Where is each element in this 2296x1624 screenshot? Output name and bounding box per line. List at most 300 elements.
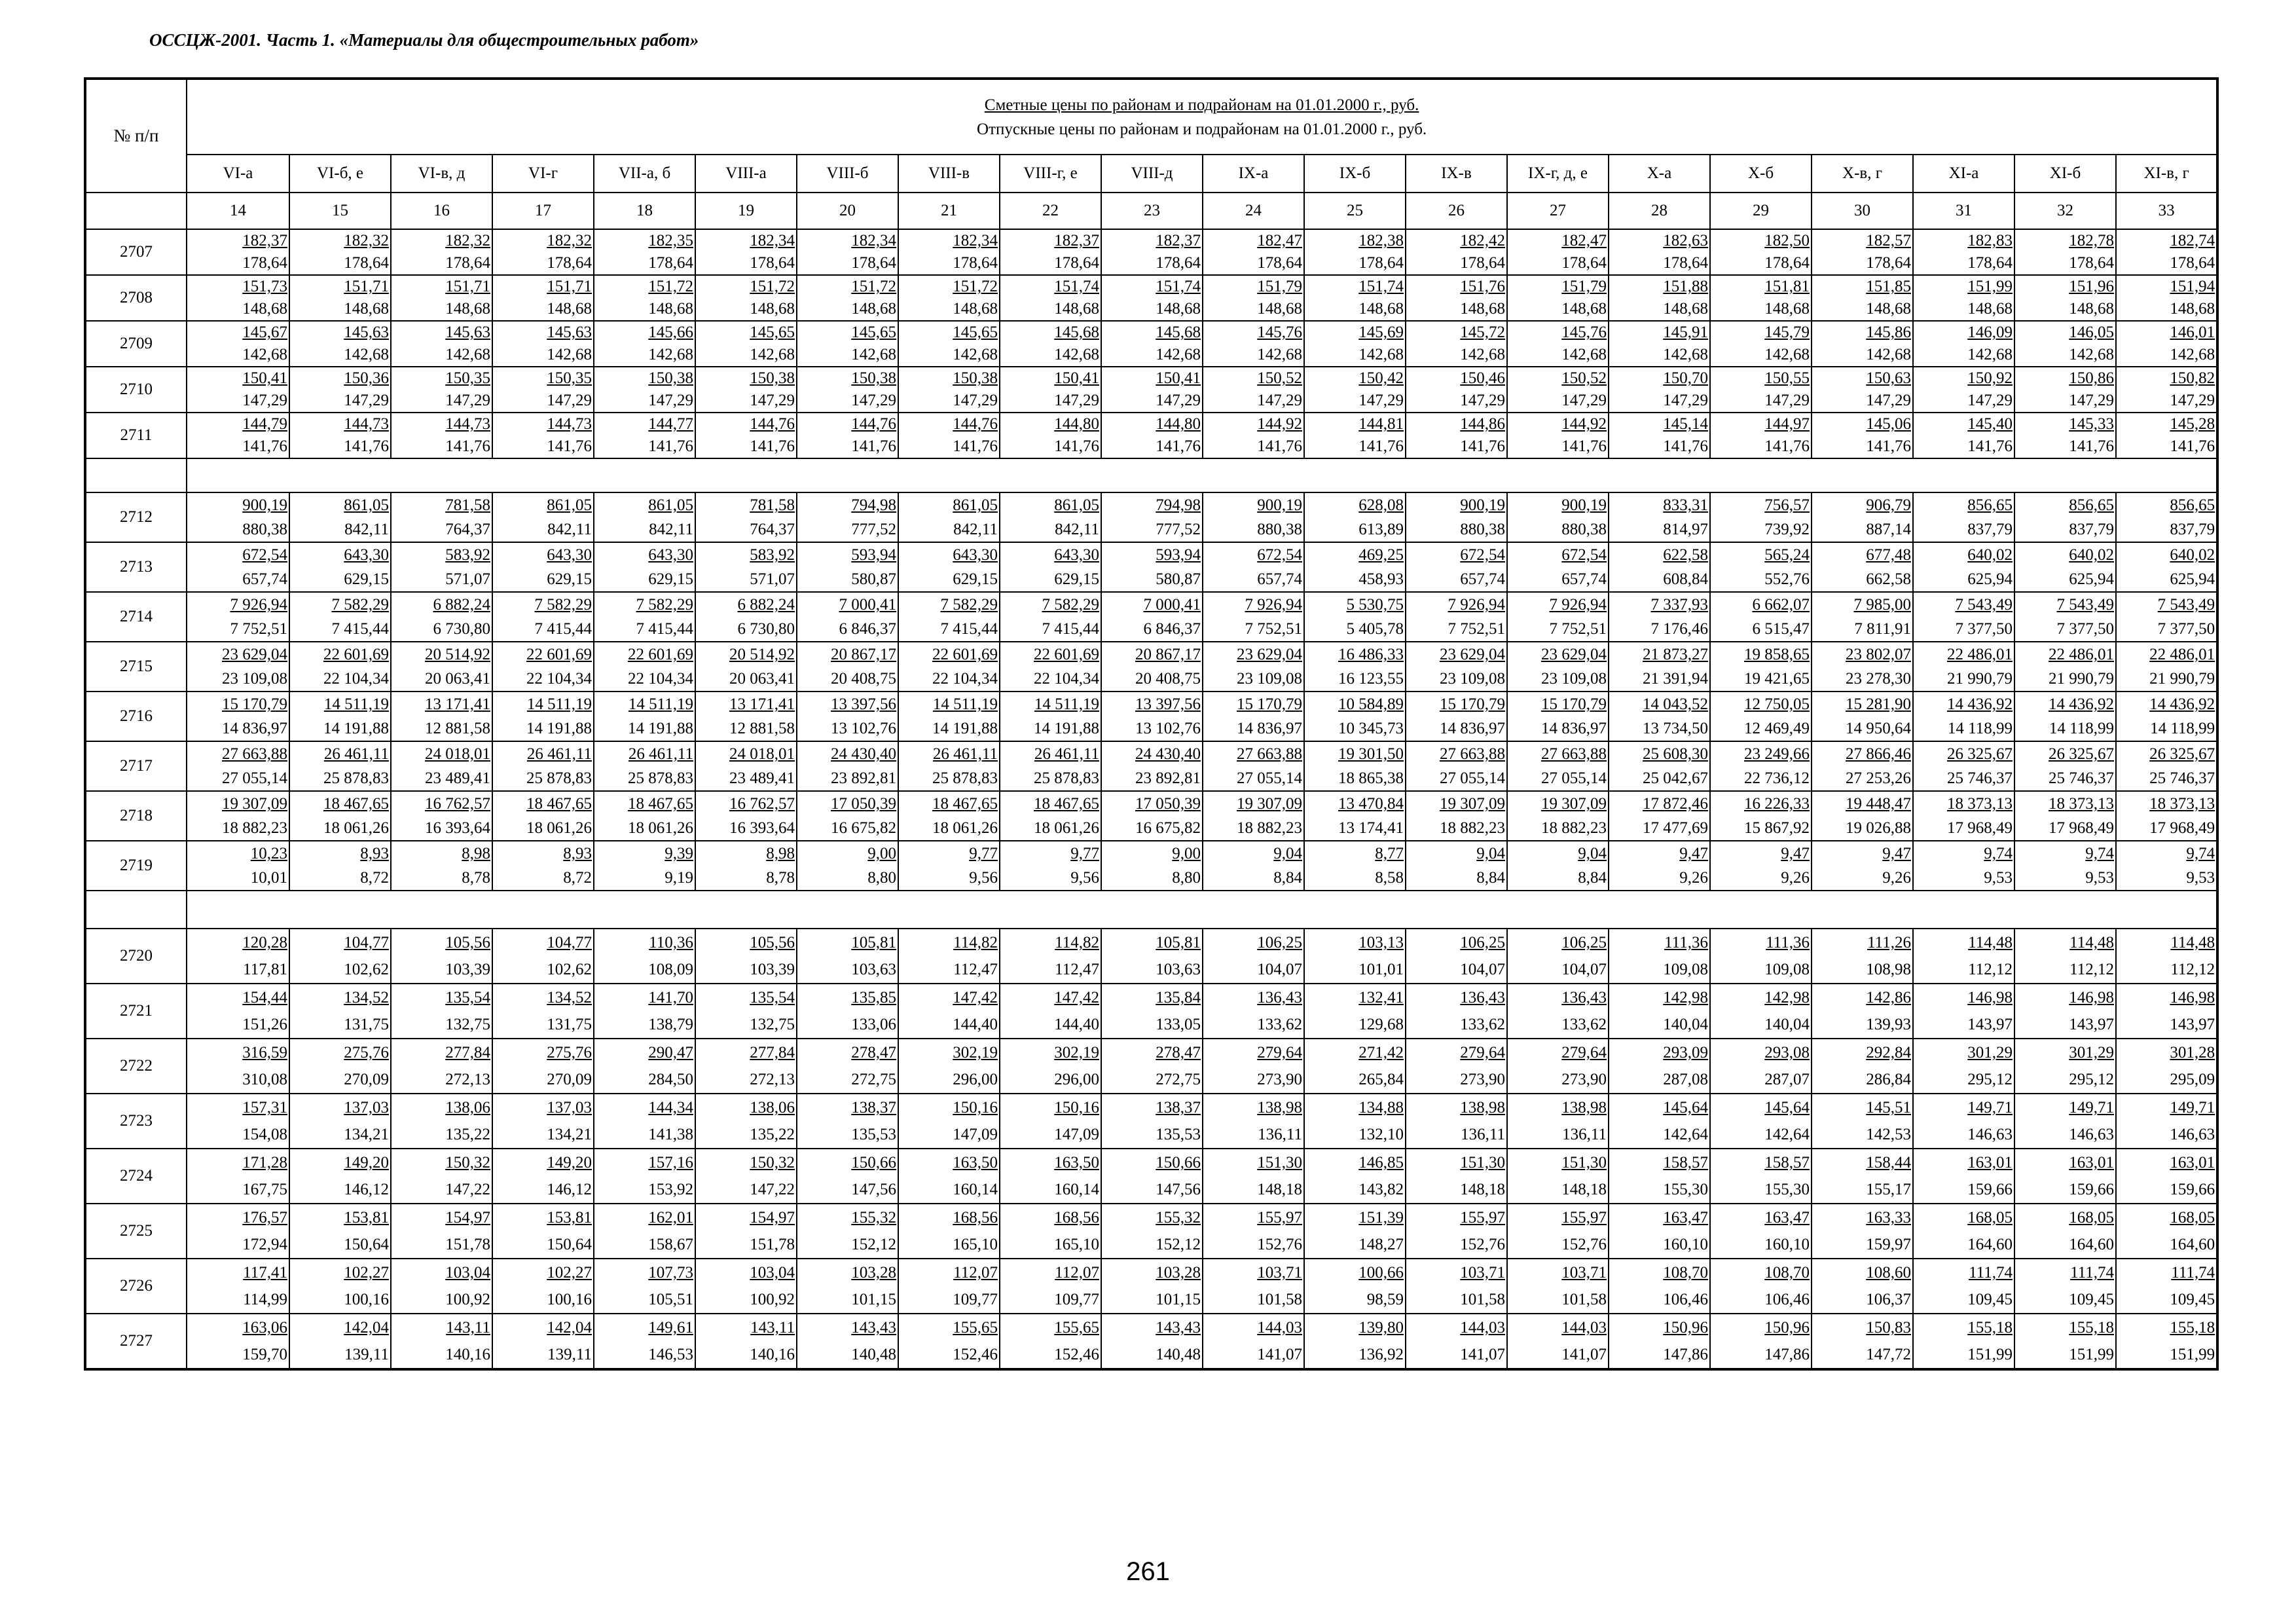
table-row <box>85 1204 2217 1259</box>
page-number: 261 <box>1126 1557 1170 1586</box>
price-cell <box>1913 1149 2014 1204</box>
release-price: 141,76 <box>445 437 490 455</box>
estimated-price: 163,01 <box>1967 1154 2013 1172</box>
estimated-price: 628,08 <box>1358 496 1404 514</box>
price-cell <box>2014 1149 2116 1204</box>
release-price: 141,76 <box>1054 437 1099 455</box>
release-price: 178,64 <box>547 254 592 272</box>
price-cell <box>898 1204 1000 1259</box>
release-price: 152,76 <box>1460 1236 1505 1253</box>
price-cell <box>1000 1149 1101 1204</box>
price-cell <box>1913 1094 2014 1149</box>
release-price: 148,68 <box>1156 300 1201 318</box>
estimated-price: 182,47 <box>1561 232 1607 249</box>
estimated-price: 27 663,88 <box>1440 745 1505 763</box>
estimated-price: 143,11 <box>750 1319 795 1337</box>
price-cell <box>797 1039 898 1094</box>
price-cell <box>898 1314 1000 1369</box>
estimated-price: 182,34 <box>953 232 998 249</box>
release-price: 14 118,99 <box>2049 720 2114 737</box>
release-price: 104,07 <box>1460 961 1505 978</box>
price-cell <box>797 1149 898 1204</box>
release-price: 136,92 <box>1358 1346 1404 1363</box>
release-price: 178,64 <box>851 254 896 272</box>
price-cell <box>695 692 797 741</box>
price-cell <box>492 1314 594 1369</box>
estimated-price: 18 467,65 <box>526 795 592 813</box>
estimated-price: 301,29 <box>1967 1044 2013 1061</box>
price-cell <box>2116 1149 2217 1204</box>
price-cell <box>1913 929 2014 984</box>
price-cell <box>391 321 492 367</box>
price-cell <box>391 592 492 642</box>
estimated-price: 643,30 <box>344 546 389 564</box>
release-price: 295,12 <box>1967 1071 2013 1088</box>
price-cell <box>1000 984 1101 1039</box>
release-price: 17 968,49 <box>2049 819 2114 837</box>
release-price: 27 253,26 <box>1846 769 1911 787</box>
estimated-price: 110,36 <box>649 934 693 951</box>
estimated-price: 182,34 <box>851 232 896 249</box>
release-price: 109,77 <box>1054 1291 1099 1308</box>
estimated-price: 150,46 <box>1460 369 1505 387</box>
estimated-price: 293,08 <box>1764 1044 1810 1061</box>
price-cell <box>1812 321 1913 367</box>
release-price: 580,87 <box>851 570 896 588</box>
estimated-price: 145,68 <box>1156 323 1201 341</box>
release-price: 178,64 <box>648 254 693 272</box>
title-estimated-prices: Сметные цены по районам и подрайонам на 01.01.2000 г., руб. <box>984 96 1419 114</box>
price-cell <box>1913 791 2014 841</box>
release-price: 12 881,58 <box>729 720 795 737</box>
estimated-price: 143,43 <box>851 1319 896 1337</box>
estimated-price: 163,47 <box>1764 1209 1810 1227</box>
estimated-price: 150,70 <box>1663 369 1708 387</box>
estimated-price: 142,04 <box>344 1319 389 1337</box>
estimated-price: 9,04 <box>1476 845 1505 862</box>
release-price: 14 836,97 <box>222 720 287 737</box>
release-price: 141,07 <box>1460 1346 1505 1363</box>
price-cell <box>1406 642 1507 692</box>
estimated-price: 19 307,09 <box>1440 795 1505 813</box>
price-cell <box>1913 1204 2014 1259</box>
estimated-price: 640,02 <box>2170 546 2215 564</box>
release-price: 23 109,08 <box>222 670 287 688</box>
price-cell <box>1101 592 1203 642</box>
price-cell <box>2116 841 2217 891</box>
release-price: 141,76 <box>1156 437 1201 455</box>
price-cell <box>1812 1314 1913 1369</box>
release-price: 143,97 <box>2069 1016 2114 1033</box>
price-cell <box>2116 929 2217 984</box>
group-separator-row <box>85 891 2217 929</box>
release-price: 8,80 <box>1172 869 1201 887</box>
column-number: 27 <box>1507 193 1609 229</box>
estimated-price: 155,18 <box>2170 1319 2215 1337</box>
estimated-price: 151,74 <box>1054 278 1099 295</box>
release-price: 27 055,14 <box>1440 769 1505 787</box>
price-cell <box>898 1094 1000 1149</box>
price-cell <box>1913 642 2014 692</box>
release-price: 20 408,75 <box>1135 670 1201 688</box>
estimated-price: 27 663,88 <box>1541 745 1607 763</box>
estimated-price: 150,83 <box>1866 1319 1911 1337</box>
estimated-price: 135,84 <box>1156 989 1201 1006</box>
estimated-price: 155,18 <box>2069 1319 2114 1337</box>
release-price: 146,63 <box>1967 1126 2013 1143</box>
price-cell <box>289 692 391 741</box>
estimated-price: 19 301,50 <box>1338 745 1404 763</box>
price-cell <box>391 1039 492 1094</box>
price-cell <box>695 1314 797 1369</box>
estimated-price: 150,55 <box>1764 369 1810 387</box>
estimated-price: 24 430,40 <box>831 745 896 763</box>
estimated-price: 13 171,41 <box>425 695 490 713</box>
release-price: 17 968,49 <box>2149 819 2215 837</box>
price-cell <box>1609 1094 1710 1149</box>
estimated-price: 18 373,13 <box>2049 795 2114 813</box>
release-price: 140,48 <box>1156 1346 1201 1363</box>
price-cell <box>898 229 1000 275</box>
estimated-price: 18 467,65 <box>323 795 389 813</box>
estimated-price: 142,04 <box>547 1319 592 1337</box>
estimated-price: 8,98 <box>462 845 490 862</box>
estimated-price: 9,77 <box>969 845 998 862</box>
estimated-price: 23 629,04 <box>1237 646 1302 663</box>
price-cell <box>1710 692 1812 741</box>
release-price: 109,45 <box>2069 1291 2114 1308</box>
price-cell <box>2116 492 2217 542</box>
price-cell <box>1304 1149 1406 1204</box>
release-price: 7 377,50 <box>2157 620 2215 638</box>
release-price: 14 836,97 <box>1541 720 1607 737</box>
release-price: 21 990,79 <box>2149 670 2215 688</box>
estimated-price: 19 307,09 <box>1237 795 1302 813</box>
estimated-price: 6 882,24 <box>433 596 490 614</box>
release-price: 165,10 <box>953 1236 998 1253</box>
release-price: 14 191,88 <box>1034 720 1099 737</box>
estimated-price: 182,42 <box>1460 232 1505 249</box>
row-number: 2725 <box>85 1204 187 1259</box>
release-price: 14 191,88 <box>932 720 998 737</box>
estimated-price: 142,98 <box>1663 989 1708 1006</box>
price-cell <box>187 741 289 791</box>
release-price: 25 746,37 <box>2149 769 2215 787</box>
release-price: 159,66 <box>1967 1181 2013 1198</box>
price-cell <box>2014 1259 2116 1314</box>
price-cell <box>1507 275 1609 321</box>
release-price: 141,38 <box>648 1126 693 1143</box>
release-price: 155,17 <box>1866 1181 1911 1198</box>
price-cell <box>797 492 898 542</box>
price-cell <box>695 741 797 791</box>
price-cell <box>1710 321 1812 367</box>
price-cell <box>1812 1149 1913 1204</box>
estimated-price: 7 985,00 <box>1853 596 1911 614</box>
price-cell <box>1812 984 1913 1039</box>
price-cell <box>1913 492 2014 542</box>
price-cell <box>2116 275 2217 321</box>
release-price: 739,92 <box>1764 521 1810 538</box>
estimated-price: 277,84 <box>750 1044 795 1061</box>
estimated-price: 22 601,69 <box>1034 646 1099 663</box>
estimated-price: 9,04 <box>1578 845 1607 862</box>
price-cell <box>594 929 695 984</box>
release-price: 7 811,91 <box>1854 620 1911 638</box>
release-price: 625,94 <box>1967 570 2013 588</box>
price-cell <box>289 1149 391 1204</box>
estimated-price: 145,91 <box>1663 323 1708 341</box>
price-cell <box>391 841 492 891</box>
price-cell <box>187 692 289 741</box>
estimated-price: 279,64 <box>1460 1044 1505 1061</box>
price-cell <box>695 1149 797 1204</box>
estimated-price: 16 762,57 <box>729 795 795 813</box>
price-cell <box>187 321 289 367</box>
estimated-price: 138,98 <box>1257 1099 1302 1116</box>
release-price: 103,63 <box>1156 961 1201 978</box>
estimated-price: 7 582,29 <box>636 596 693 614</box>
price-cell <box>2014 692 2116 741</box>
table-row <box>85 984 2217 1039</box>
row-number: 2718 <box>85 791 187 841</box>
estimated-price: 9,74 <box>1984 845 2013 862</box>
release-price: 142,68 <box>242 346 287 363</box>
release-price: 7 377,50 <box>1955 620 2013 638</box>
price-cell <box>898 741 1000 791</box>
estimated-price: 9,47 <box>1679 845 1708 862</box>
estimated-price: 12 750,05 <box>1744 695 1810 713</box>
estimated-price: 182,38 <box>1358 232 1404 249</box>
release-price: 142,68 <box>1967 346 2013 363</box>
release-price: 178,64 <box>1561 254 1607 272</box>
release-price: 135,53 <box>1156 1126 1201 1143</box>
price-cell <box>391 229 492 275</box>
estimated-price: 120,28 <box>242 934 287 951</box>
price-cell <box>1609 367 1710 413</box>
estimated-price: 794,98 <box>1156 496 1201 514</box>
table-row <box>85 642 2217 692</box>
release-price: 18 061,26 <box>1034 819 1099 837</box>
price-cell <box>289 367 391 413</box>
release-price: 657,74 <box>242 570 287 588</box>
price-cell <box>1406 841 1507 891</box>
estimated-price: 279,64 <box>1561 1044 1607 1061</box>
release-price: 15 867,92 <box>1744 819 1810 837</box>
release-price: 9,53 <box>2186 869 2215 887</box>
release-price: 7 752,51 <box>1448 620 1505 638</box>
price-cell <box>1406 984 1507 1039</box>
price-cell <box>1710 984 1812 1039</box>
price-cell <box>797 542 898 592</box>
price-cell <box>1304 367 1406 413</box>
price-cell <box>1101 367 1203 413</box>
release-price: 100,92 <box>750 1291 795 1308</box>
release-price: 842,11 <box>649 521 693 538</box>
release-price: 270,09 <box>547 1071 592 1088</box>
estimated-price: 151,99 <box>1967 278 2013 295</box>
estimated-price: 14 511,19 <box>526 695 592 713</box>
column-number: 24 <box>1203 193 1304 229</box>
price-cell <box>187 1094 289 1149</box>
estimated-price: 7 582,29 <box>331 596 389 614</box>
estimated-price: 151,74 <box>1358 278 1404 295</box>
estimated-price: 583,92 <box>445 546 490 564</box>
price-cell <box>1507 413 1609 458</box>
price-cell <box>1812 413 1913 458</box>
release-price: 133,62 <box>1561 1016 1607 1033</box>
district-header: VI-а <box>187 155 289 193</box>
row-number: 2712 <box>85 492 187 542</box>
price-cell <box>695 1039 797 1094</box>
price-cell <box>1304 229 1406 275</box>
table-row <box>85 592 2217 642</box>
row-number: 2710 <box>85 367 187 413</box>
estimated-price: 158,57 <box>1663 1154 1708 1172</box>
release-price: 22 104,34 <box>932 670 998 688</box>
release-price: 102,62 <box>344 961 389 978</box>
release-price: 9,19 <box>665 869 693 887</box>
release-price: 106,46 <box>1663 1291 1708 1308</box>
estimated-price: 150,52 <box>1561 369 1607 387</box>
estimated-price: 105,56 <box>445 934 490 951</box>
release-price: 146,63 <box>2170 1126 2215 1143</box>
release-price: 14 118,99 <box>1947 720 2013 737</box>
price-cell <box>1203 1039 1304 1094</box>
price-cell <box>594 492 695 542</box>
price-cell <box>1203 321 1304 367</box>
release-price: 14 191,88 <box>323 720 389 737</box>
estimated-price: 155,32 <box>851 1209 896 1227</box>
price-cell <box>594 791 695 841</box>
price-cell <box>594 367 695 413</box>
price-cell <box>1507 229 1609 275</box>
row-number: 2711 <box>85 413 187 458</box>
estimated-price: 139,80 <box>1358 1319 1404 1337</box>
release-price: 6 846,37 <box>839 620 896 638</box>
release-price: 178,64 <box>1257 254 1302 272</box>
estimated-price: 26 461,11 <box>932 745 998 763</box>
release-price: 139,93 <box>1866 1016 1911 1033</box>
price-cell <box>1507 984 1609 1039</box>
price-cell <box>1101 321 1203 367</box>
release-price: 147,29 <box>1663 392 1708 409</box>
estimated-price: 21 873,27 <box>1643 646 1708 663</box>
estimated-price: 147,42 <box>1054 989 1099 1006</box>
estimated-price: 151,30 <box>1561 1154 1607 1172</box>
estimated-price: 565,24 <box>1764 546 1810 564</box>
release-price: 150,64 <box>547 1236 592 1253</box>
estimated-price: 107,73 <box>648 1264 693 1282</box>
price-cell <box>1609 642 1710 692</box>
price-cell <box>1101 229 1203 275</box>
price-cell <box>1710 1039 1812 1094</box>
column-number: 22 <box>1000 193 1101 229</box>
release-price: 158,67 <box>648 1236 693 1253</box>
column-number: 19 <box>695 193 797 229</box>
price-cell <box>289 791 391 841</box>
release-price: 101,58 <box>1561 1291 1607 1308</box>
price-cell <box>289 642 391 692</box>
release-price: 134,21 <box>344 1126 389 1143</box>
release-price: 140,04 <box>1764 1016 1810 1033</box>
estimated-price: 900,19 <box>1561 496 1607 514</box>
price-cell <box>1101 929 1203 984</box>
price-cell <box>1304 1094 1406 1149</box>
price-cell <box>1406 741 1507 791</box>
estimated-price: 103,71 <box>1460 1264 1505 1282</box>
estimated-price: 15 281,90 <box>1846 695 1911 713</box>
release-price: 25 878,83 <box>1034 769 1099 787</box>
estimated-price: 145,76 <box>1257 323 1302 341</box>
estimated-price: 150,16 <box>1054 1099 1099 1116</box>
price-cell <box>289 1204 391 1259</box>
release-price: 141,76 <box>750 437 795 455</box>
release-price: 7 415,44 <box>636 620 693 638</box>
release-price: 6 730,80 <box>737 620 795 638</box>
release-price: 23 109,08 <box>1237 670 1302 688</box>
release-price: 629,15 <box>953 570 998 588</box>
release-price: 148,27 <box>1358 1236 1404 1253</box>
release-price: 141,76 <box>1257 437 1302 455</box>
price-cell <box>492 642 594 692</box>
price-cell <box>2116 741 2217 791</box>
release-price: 136,11 <box>1461 1126 1505 1143</box>
release-price: 148,68 <box>2069 300 2114 318</box>
release-price: 6 730,80 <box>433 620 490 638</box>
release-price: 837,79 <box>2069 521 2114 538</box>
release-price: 9,26 <box>1781 869 1810 887</box>
release-price: 270,09 <box>344 1071 389 1088</box>
release-price: 151,78 <box>750 1236 795 1253</box>
release-price: 22 104,34 <box>526 670 592 688</box>
release-price: 842,11 <box>344 521 389 538</box>
release-price: 8,58 <box>1375 869 1404 887</box>
release-price: 136,11 <box>1258 1126 1302 1143</box>
estimated-price: 145,72 <box>1460 323 1505 341</box>
price-cell <box>1812 741 1913 791</box>
district-header-row <box>85 155 2217 193</box>
price-cell <box>187 542 289 592</box>
estimated-price: 136,43 <box>1257 989 1302 1006</box>
estimated-price: 105,81 <box>1156 934 1201 951</box>
release-price: 178,64 <box>1663 254 1708 272</box>
estimated-price: 132,41 <box>1358 989 1404 1006</box>
release-price: 109,77 <box>953 1291 998 1308</box>
table-row <box>85 321 2217 367</box>
price-cell <box>797 642 898 692</box>
price-cell <box>492 492 594 542</box>
release-price: 139,11 <box>344 1346 389 1363</box>
estimated-price: 182,78 <box>2069 232 2114 249</box>
price-cell <box>391 275 492 321</box>
release-price: 148,68 <box>1663 300 1708 318</box>
price-cell <box>492 741 594 791</box>
price-cell <box>289 492 391 542</box>
release-price: 147,29 <box>1561 392 1607 409</box>
price-cell <box>1913 592 2014 642</box>
release-price: 880,38 <box>1561 521 1607 538</box>
price-cell <box>187 1314 289 1369</box>
release-price: 18 882,23 <box>222 819 287 837</box>
price-cell <box>1609 692 1710 741</box>
estimated-price: 24 018,01 <box>425 745 490 763</box>
estimated-price: 672,54 <box>1257 546 1302 564</box>
release-price: 147,56 <box>851 1181 896 1198</box>
price-cell <box>2014 642 2116 692</box>
price-cell <box>391 542 492 592</box>
estimated-price: 163,47 <box>1663 1209 1708 1227</box>
